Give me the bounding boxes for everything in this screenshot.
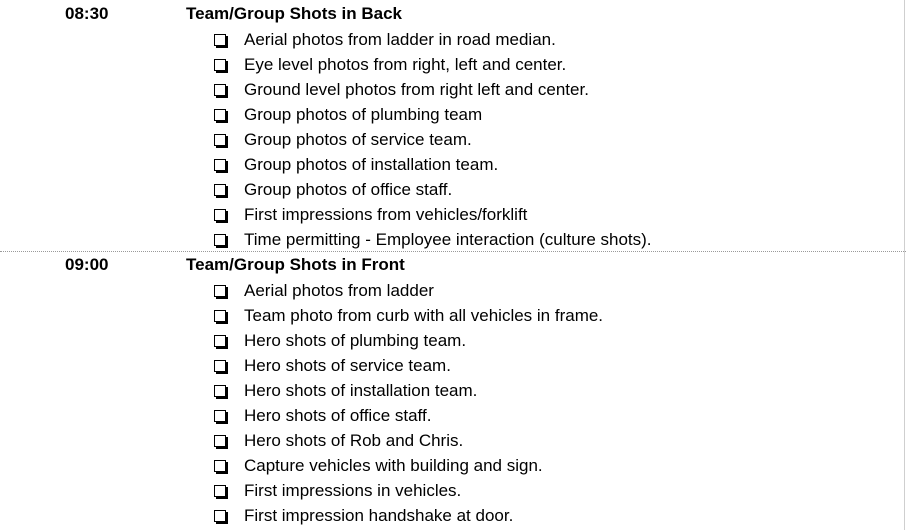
checklist-item-text: First impressions in vehicles. [244, 481, 462, 500]
checkbox-icon[interactable] [214, 134, 226, 146]
checkbox-icon[interactable] [214, 159, 226, 171]
checklist-item [212, 152, 652, 177]
checklist-item [212, 503, 603, 528]
checklist-item-text: First impression handshake at door. [244, 506, 514, 525]
checklist-item [212, 27, 652, 52]
checklist-item-text: Hero shots of service team. [244, 356, 451, 375]
checkbox-icon[interactable] [214, 510, 226, 522]
checkbox-icon[interactable] [214, 385, 226, 397]
checkbox-icon[interactable] [214, 285, 226, 297]
checklist-item [212, 102, 652, 127]
checklist-item [212, 227, 652, 252]
checklist-item [212, 353, 603, 378]
checklist-item-text: Group photos of installation team. [244, 155, 499, 174]
checkbox-icon[interactable] [214, 234, 226, 246]
checklist-item-text: Group photos of office staff. [244, 180, 453, 199]
checklist-item-text: Team photo from curb with all vehicles in frame. [244, 306, 604, 325]
section-time: 09:00 [65, 255, 109, 274]
checklist-item-text: Aerial photos from ladder in road median. [244, 30, 556, 49]
checklist-item [212, 127, 652, 152]
checkbox-icon[interactable] [214, 184, 226, 196]
checklist-item-text: Hero shots of Rob and Chris. [244, 431, 464, 450]
checkbox-icon[interactable] [214, 460, 226, 472]
checkbox-icon[interactable] [214, 435, 226, 447]
checklist-item [212, 428, 603, 453]
checklist-item [212, 52, 652, 77]
checklist [212, 27, 652, 252]
section-divider [0, 251, 906, 252]
section-heading: Team/Group Shots in Front [186, 255, 405, 274]
checkbox-icon[interactable] [214, 209, 226, 221]
checklist-item [212, 303, 603, 328]
checklist-item [212, 403, 603, 428]
checkbox-icon[interactable] [214, 84, 226, 96]
checklist-item [212, 177, 652, 202]
checklist-item [212, 328, 603, 353]
checklist-item [212, 453, 603, 478]
checklist-item [212, 478, 603, 503]
checklist-item [212, 77, 652, 102]
checkbox-icon[interactable] [214, 34, 226, 46]
checklist-item-text: Aerial photos from ladder [244, 281, 434, 300]
checklist-item-text: Time permitting - Employee interaction (culture shots). [244, 230, 652, 249]
checklist-item-text: Group photos of service team. [244, 130, 472, 149]
checklist-item [212, 378, 603, 403]
checklist-item-text: Eye level photos from right, left and center. [244, 55, 567, 74]
checklist [212, 278, 603, 528]
checklist-item-text: First impressions from vehicles/forklift [244, 205, 528, 224]
page-edge-line [904, 0, 905, 530]
checkbox-icon[interactable] [214, 360, 226, 372]
checklist-item-text: Capture vehicles with building and sign. [244, 456, 543, 475]
checklist-item-text: Hero shots of installation team. [244, 381, 478, 400]
checkbox-icon[interactable] [214, 410, 226, 422]
checkbox-icon[interactable] [214, 335, 226, 347]
checklist-item-text: Ground level photos from right left and center. [244, 80, 589, 99]
checkbox-icon[interactable] [214, 310, 226, 322]
checklist-item [212, 278, 603, 303]
section-heading: Team/Group Shots in Back [186, 4, 403, 23]
checklist-item-text: Group photos of plumbing team [244, 105, 483, 124]
checklist-item-text: Hero shots of plumbing team. [244, 331, 467, 350]
checkbox-icon[interactable] [214, 109, 226, 121]
checklist-item-text: Hero shots of office staff. [244, 406, 432, 425]
checkbox-icon[interactable] [214, 485, 226, 497]
checklist-item [212, 202, 652, 227]
section-time: 08:30 [65, 4, 109, 23]
checkbox-icon[interactable] [214, 59, 226, 71]
